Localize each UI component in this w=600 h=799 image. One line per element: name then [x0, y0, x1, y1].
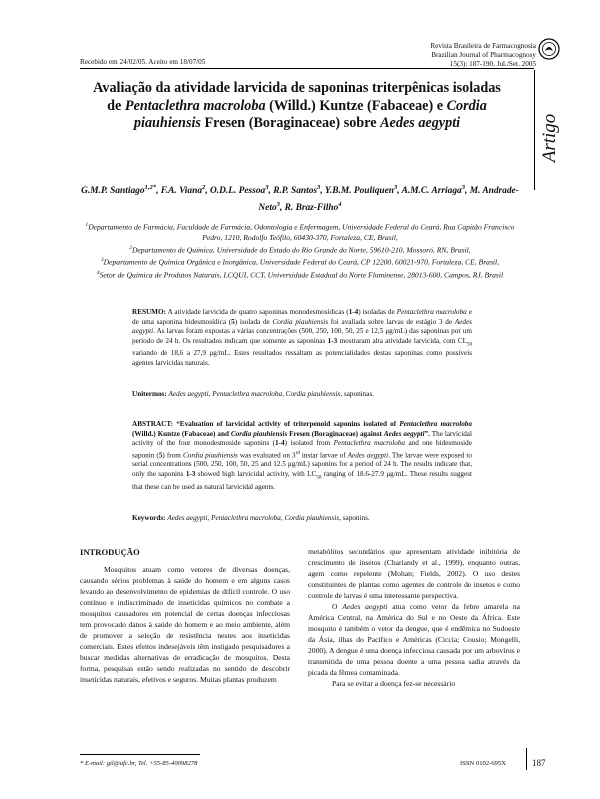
keywords-line: Keywords: Aedes aegypti, Pentaclethra macroloba, Cordia piauhiensis, saponins.: [132, 514, 370, 522]
intro-paragraph-2: metabólitos secundários que apresentam atividade inibitória de crescimento de insetos (Chariandy et al., 1999), enquanto outras, agem como repelente (Mohan; Fields, 2002). O uso destes constituintes de plantas como agentes de controle de insetos e como controle de larvas é uma interessante perspectiva.: [308, 547, 520, 600]
author-list: G.M.P. Santiago$^{1,2*}$, F.A. Viana$^2$, O.D.L. Pessoa$^3$, R.P. Santos$^3$, Y.B.M. Pouliquen$^3$, A.M.C. Arriaga$^3$, M. Andrade-Neto$^3$, R. Braz-Filho$^4$: [81, 184, 519, 214]
journal-volume: 15(3): 187-190, Jul./Set. 2005: [449, 60, 536, 68]
affiliations: [80, 220, 520, 280]
affiliation-3: $^3$Departamento de Química Orgânica e Inorgânica, Universidade Federal do Ceará, CP 12200, 60021-970, Fortaleza, CE, Brasil,: [100, 257, 500, 267]
affiliation-2: $^2$Departamento de Química, Universidade do Estado do Rio Grande do Norte, 59610-210, Mossoró, RN, Brasil,: [129, 244, 471, 255]
abstract-paragraph: ABSTRACT: “Evaluation of larvicidal activity of triterpenoid saponins isolated of Pentaclethra macroloba (Willd.) Kuntze (Fabaceae) and Cordia piauhiensis Fresen (Boraginaceae) against Aedes aegypti”. The larvicidal activity of the four monodesmoside saponins (1-4) isolated from Pentaclethra macroloba and one bidesmoside saponin (5) from Cordia piauhiensis was evaluated on 3rd instar larvae of Aedes aegypti. The larvae were exposed to serial concentrations (500, 250, 100, 50, 25 and 12.5 μg/mL) saponins for a period of 24 h. The results indicate that, only the saponins 1-3 showed high larvicidal activity, with $LC_{50}$ ranging of 18.6-27.9 μg/mL. These results suggest that these can be used as natural larvicidal agents.: [132, 420, 472, 491]
affiliation-1: $^1$Departamento de Farmácia, Faculdade de Farmácia, Odontologia e Enfermagem, Universidade Federal do Ceará, Rua Capitão Francisco Pedro, 1210, Rodolfo Teófilo, 60430-370, Fortaleza, CE, Brasil,: [85, 222, 515, 242]
journal-name-english: Brazilian Journal of Pharmacognosy: [431, 51, 536, 59]
right-column: [308, 546, 520, 689]
footnote-rule: [80, 754, 200, 755]
article-title: Avaliação da atividade larvicida de saponinas triterpênicas isoladas de Pentaclethra macroloba (Willd.) Kuntze (Fabaceae) e Cordia piauhiensis Fresen (Boraginaceae) sobre Aedes aegypti: [93, 80, 501, 131]
intro-paragraph-3: O Aedes aegypti atua como vetor da febre amarela na América Central, na América do Sul e no Oeste da África. Este mosquito é também o vetor da dengue, que é endêmica no Sudoeste da Ásia, ilhas do Pacífico e Américas (Ciccia; Cousio; Mongelli, 2000). A dengue é uma doença infecciosa causada por um arbovírus e transmitida de uma pessoa doente a uma pessoa sadia através da picada da fêmea contaminada.: [308, 602, 520, 677]
header-rule: [80, 68, 534, 69]
section-heading-introducao: INTRODUÇÃO: [80, 547, 140, 557]
resumo-paragraph: RESUMO: A atividade larvicida de quatro saponinas monodesmosídicas (1-4) isoladas de Pentaclethra macroloba e de uma saponina bidesmosídica (5) isolada de Cordia piauhiensis foi avaliada sobre larvas de estágio 3 de Aedes aegypti. As larvas foram expostas a várias concentrações (500, 250, 100, 50, 25 e 12,5 μg/mL) das saponinas por um período de 24 h. Os resultados indicam que somente as saponinas 1-3 mostraram alta atividade larvicida, com $CL_{50}$ variando de 18,6 a 27,9 μg/mL. Estes resultados ressaltam as potencialidades destas saponinas como possíveis agentes larvicidas naturais.: [132, 308, 473, 367]
received-date: Recebido em 24/02/05. Aceito em 18/07/05: [80, 58, 206, 66]
corresponding-email: * E-mail: gil@ufc.br, Tel. +55-85-40098278: [80, 760, 198, 767]
affiliation-4: $^4$Setor de Química de Produtos Naturais, LCQUI, CCT, Universidade Estadual do Norte Fluminense, 28013-600, Campos, RJ, Brasil: [96, 269, 504, 280]
journal-name: Revista Brasileira de Farmacognosia: [430, 42, 536, 50]
journal-citation: [336, 42, 536, 69]
section-label: Artigo: [539, 113, 560, 163]
intro-paragraph-4: Para se evitar a doença fez-se necessário: [332, 679, 456, 688]
section-divider: [534, 70, 535, 190]
intro-paragraph-1: Mosquitos atuam como vetores de diversas doenças, causando sérios problemas à saúde do homem e em alguns casos levando ao desenvolvimento de epidemias de difícil controle. O uso contínuo e indiscriminado de inseticidas químicos no combate a mosquitos causadores em potencial de certas doenças infecciosas tem provocado danos à saúde do homem e ao meio ambiente, além de promover a seleção de resistência nestes aos inseticidas comerciais. Estes efeitos indesejáveis têm instigado pesquisadores a buscar medidas alternativas de erradicação de mosquitos. Desta forma, pesquisas estão sendo realizadas no sentido de descobrir inseticidas naturais, efetivos e seguros. Muitas plantas produzem: [80, 565, 290, 684]
issn: ISSN 0102-695X: [460, 760, 506, 767]
left-column: [80, 564, 290, 685]
page-number: 187: [532, 758, 546, 768]
journal-seal-icon: [538, 38, 560, 60]
page-number-divider: [526, 748, 527, 770]
unitermos-line: Unitermos: Aedes aegypti, Pentaclethra macroloba, Cordia piauhiensis, saponinas.: [132, 390, 375, 398]
